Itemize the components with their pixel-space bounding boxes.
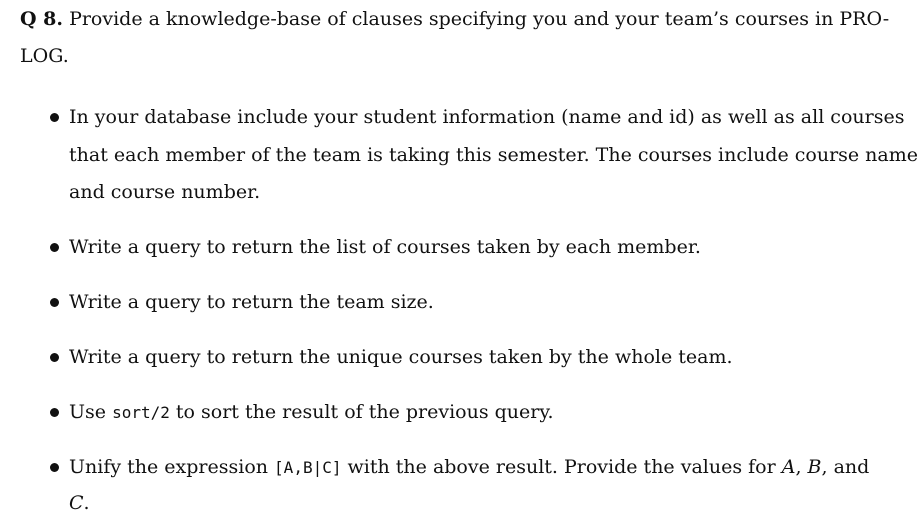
item-4-text: Write a query to return the unique courses taken by the whole team.: [69, 346, 733, 368]
item-5-code: sort/2: [112, 403, 170, 422]
item-6-line-2: [69, 491, 90, 515]
question-line-1: [20, 7, 890, 31]
item-6-code: [A,B|C]: [274, 458, 342, 477]
item-1-line-2: that each member of the team is taking this semester. The courses include course name: [69, 144, 918, 166]
bullet-4: [50, 353, 59, 362]
item-6-var-b: B: [807, 456, 822, 478]
item-5-line: [69, 400, 554, 425]
item-6-line-1: [69, 455, 870, 480]
item-6-comma: ,: [795, 456, 802, 478]
bullet-3: [50, 298, 59, 307]
item-6-post: , and: [821, 456, 870, 478]
item-5-pre: Use: [69, 401, 107, 423]
question-label: Q 8.: [20, 8, 64, 30]
bullet-2: [50, 243, 59, 252]
item-6-var-c: C: [69, 492, 84, 514]
item-1-line-3: and course number.: [69, 181, 261, 203]
item-5-post: to sort the result of the previous query.: [175, 401, 554, 423]
bullet-6: [50, 463, 59, 472]
item-1-line-1: In your database include your student information (name and id) as well as all courses: [69, 106, 905, 128]
question-line-2: [20, 44, 69, 68]
item-3-text: Write a query to return the team size.: [69, 291, 434, 313]
item-6-pre: Unify the expression: [69, 456, 268, 478]
item-6-end: .: [83, 492, 90, 514]
question-text-line-2: LOG.: [20, 45, 69, 67]
bullet-1: [50, 113, 59, 122]
item-2-text: Write a query to return the list of courses taken by each member.: [69, 236, 701, 258]
question-text-line-1: Provide a knowledge-base of clauses specifying you and your team’s courses in PRO-: [69, 8, 890, 30]
bullet-5: [50, 408, 59, 417]
item-6-mid: with the above result. Provide the values for: [347, 456, 776, 478]
item-6-var-a: A: [781, 456, 796, 478]
